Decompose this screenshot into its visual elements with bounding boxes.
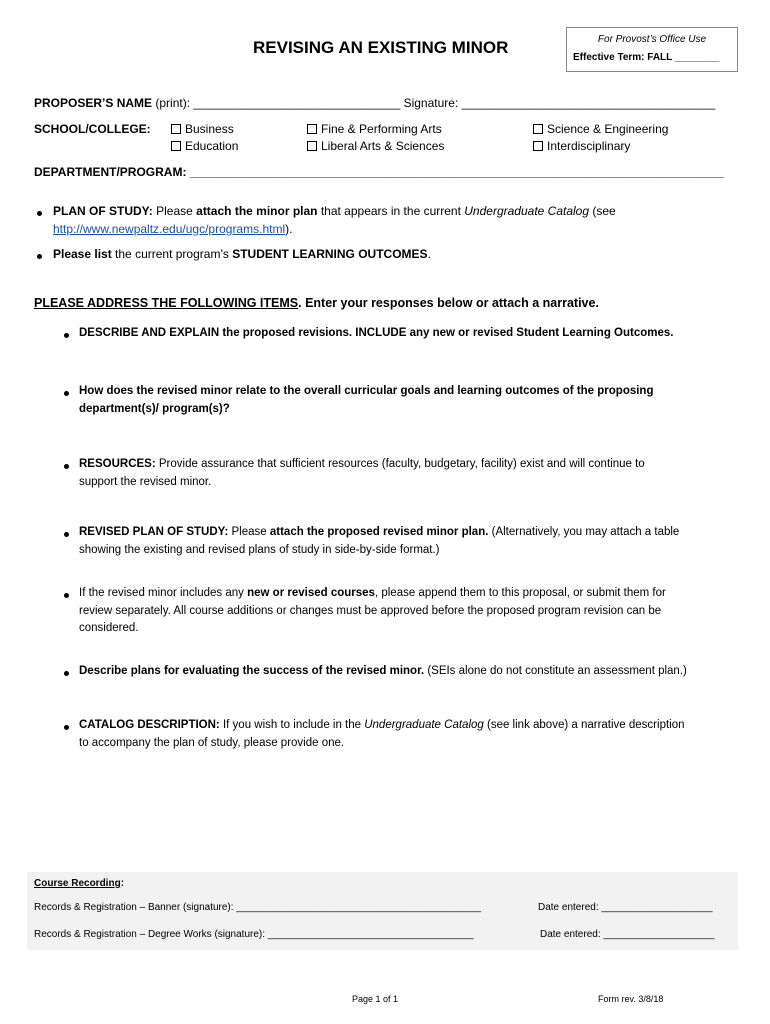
bullet-icon	[64, 593, 69, 598]
checkbox-icon[interactable]	[533, 141, 543, 151]
page-title: REVISING AN EXISTING MINOR	[253, 38, 509, 57]
degree-works-signature-field[interactable]: Records & Registration – Degree Works (signature): _____________________________________	[34, 929, 474, 940]
bullet-icon	[64, 464, 69, 469]
school-label: SCHOOL/COLLEGE:	[34, 122, 151, 136]
bullet-icon	[64, 532, 69, 537]
bullet-icon	[64, 333, 69, 338]
revised-plan-item: REVISED PLAN OF STUDY: Please attach the proposed revised minor plan. (Alternatively, you may attach a table showing the existing and revised plans of study in side-by-side format.)	[79, 526, 680, 556]
bullet-icon	[37, 211, 42, 216]
checkbox-icon[interactable]	[171, 141, 181, 151]
proposer-row	[34, 96, 715, 110]
option-science-engineering[interactable]: Science & Engineering	[533, 122, 668, 136]
catalog-description-item: CATALOG DESCRIPTION: If you wish to include in the Undergraduate Catalog (see link above) a narrative description to accompany the plan of study, please provide one.	[79, 719, 685, 749]
section-heading: PLEASE ADDRESS THE FOLLOWING ITEMS. Enter your responses below or attach a narrative.	[34, 296, 599, 310]
checkbox-icon[interactable]	[533, 124, 543, 134]
bullet-icon	[64, 725, 69, 730]
evaluation-item: Describe plans for evaluating the success of the revised minor. (SEIs alone do not constitute an assessment plan.)	[79, 665, 687, 677]
plan-of-study-item: PLAN OF STUDY: Please attach the minor plan that appears in the current Undergraduate Catalog (see http://www.newpaltz.edu/ugc/programs.html).	[53, 204, 616, 236]
page-number: Page 1 of 1	[352, 994, 399, 1004]
checkbox-icon[interactable]	[307, 124, 317, 134]
checkbox-icon[interactable]	[307, 141, 317, 151]
bullet-icon	[64, 671, 69, 676]
banner-date-field[interactable]: Date entered: ____________________	[538, 902, 713, 913]
office-use-label: For Provost’s Office Use	[597, 34, 707, 45]
provost-office-box	[566, 27, 738, 72]
option-education[interactable]: Education	[171, 139, 238, 153]
effective-term-field[interactable]: Effective Term: FALL ________	[573, 52, 720, 63]
form-revision: Form rev. 3/8/18	[598, 994, 664, 1004]
resources-item: RESOURCES: Provide assurance that sufficient resources (faculty, budgetary, facility) exist and will continue to support the revised minor.	[79, 458, 645, 488]
department-field[interactable]: DEPARTMENT/PROGRAM: ________________________________________________________________________________	[34, 165, 724, 179]
option-business[interactable]: Business	[171, 122, 234, 136]
bullet-icon	[64, 391, 69, 396]
degree-works-date-field[interactable]: Date entered: ____________________	[540, 929, 715, 940]
bullet-icon	[37, 254, 42, 259]
describe-item: DESCRIBE AND EXPLAIN the proposed revisions. INCLUDE any new or revised Student Learning Outcomes.	[79, 327, 674, 339]
slo-item: Please list the current program’s STUDENT LEARNING OUTCOMES.	[53, 247, 431, 261]
relate-item: How does the revised minor relate to the overall curricular goals and learning outcomes of the proposing department(s)/ program(s)?	[79, 385, 654, 415]
option-fine-arts[interactable]: Fine & Performing Arts	[307, 122, 442, 136]
proposer-label: PROPOSER’S NAME	[34, 96, 153, 110]
option-liberal-arts[interactable]: Liberal Arts & Sciences	[307, 139, 444, 153]
courses-item: If the revised minor includes any new or revised courses, please append them to this proposal, or submit them for review separately. All course additions or changes must be approved before the proposed program revision can be considered.	[79, 587, 666, 634]
proposer-fields[interactable]: (print): _______________________________ Signature: ______________________________________	[152, 96, 716, 110]
programs-link[interactable]: http://www.newpaltz.edu/ugc/programs.html	[53, 221, 286, 236]
course-recording-label: Course Recording:	[34, 878, 125, 889]
checkbox-icon[interactable]	[171, 124, 181, 134]
option-interdisciplinary[interactable]: Interdisciplinary	[533, 139, 630, 153]
banner-signature-field[interactable]: Records & Registration – Banner (signature): ____________________________________________	[34, 902, 482, 913]
